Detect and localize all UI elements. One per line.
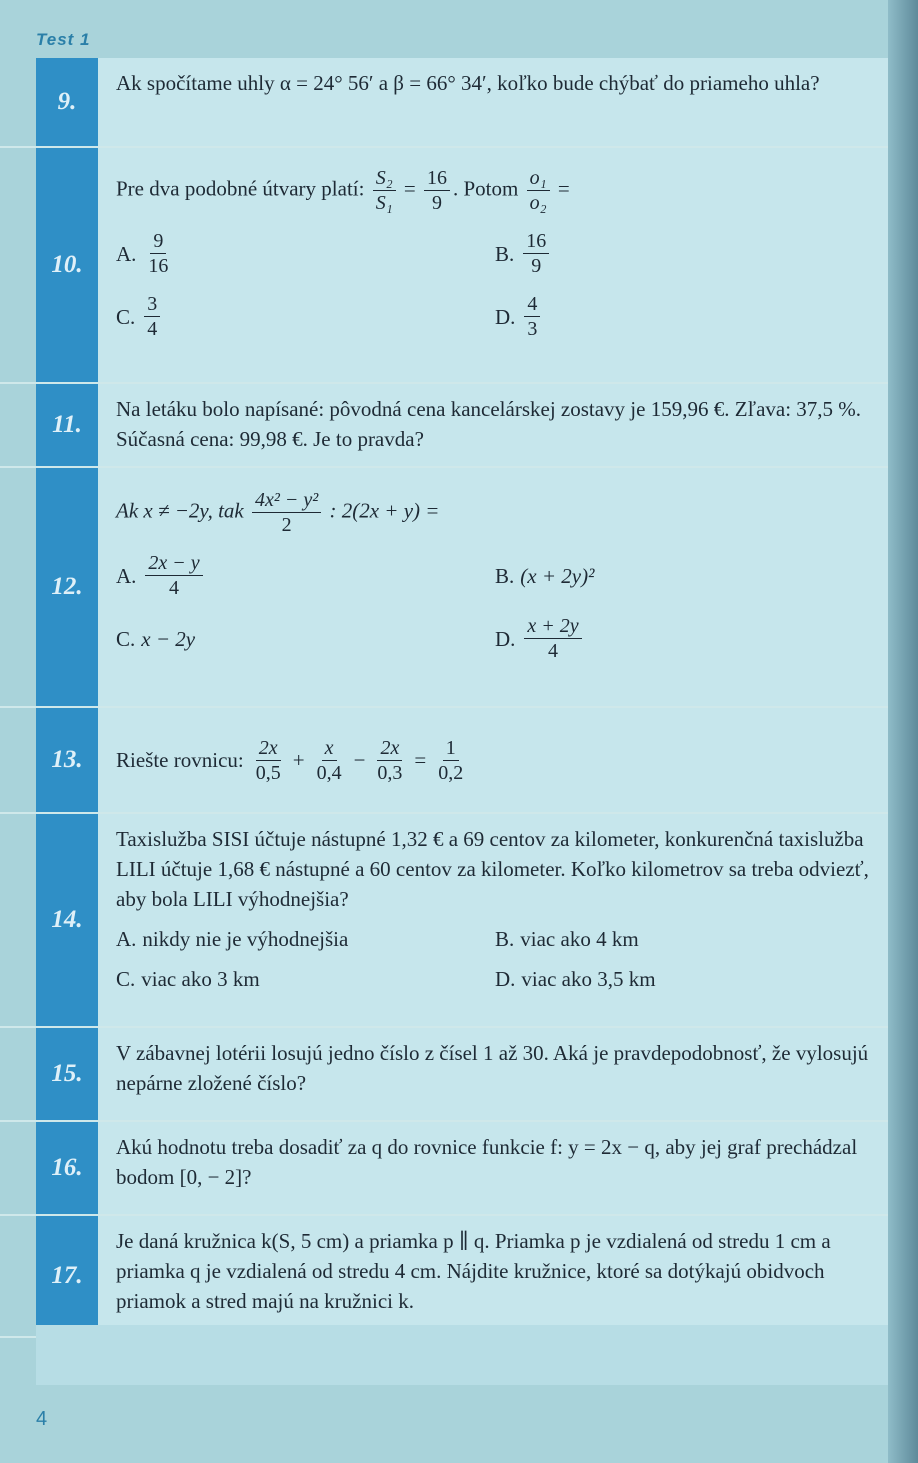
question-number: 9. (36, 58, 98, 146)
question-text: Akú hodnotu treba dosadiť za q do rovnice funkcie f: y = 2x − q, aby jej graf prechádzal bodom [0, − 2]? (98, 1122, 888, 1214)
blank-answer-area (36, 1325, 888, 1385)
option-d[interactable]: D. viac ako 3,5 km (495, 967, 656, 991)
fraction: $\frac{\text{o₁}}{\text{o₂}}$ (527, 166, 550, 215)
fraction: $\frac{16}{9}$ (424, 166, 450, 215)
question-body (98, 468, 888, 706)
option-b[interactable]: B. (x + 2y)² (495, 563, 595, 588)
option-c[interactable]: C. viac ako 3 km (116, 967, 260, 991)
question-number: 11. (36, 384, 98, 466)
option-d[interactable]: D. $\frac{x + 2y}{4}$ (495, 614, 874, 663)
question-12 (0, 468, 888, 708)
question-11 (0, 384, 888, 468)
question-prompt: Pre dva podobné útvary platí: $\frac{\text{S₂}}{\text{S₁}}$ = $\frac{16}{9}$ . Potom $\frac{\text{o₁}}{\text{o₂}}$ = (116, 167, 570, 214)
fraction: $\frac{2x}{0,5}$ (255, 736, 281, 784)
answer-options (116, 924, 874, 994)
question-body (98, 814, 888, 1026)
question-14 (0, 814, 888, 1028)
page-number: 4 (36, 1408, 48, 1430)
question-13 (0, 708, 888, 814)
question-list (0, 58, 888, 1338)
question-prompt: Ak x ≠ −2y, tak $\frac{\text{4x² − y²}}{2}$ : 2(2x + y) = (116, 489, 440, 536)
option-c[interactable]: C. x − 2y (116, 626, 196, 651)
question-text: Ak spočítame uhly α = 24° 56′ a β = 66° 34′, koľko bude chýbať do priameho uhla? (98, 58, 888, 146)
fraction: $\frac{\text{4x² − y²}}{2}$ (252, 488, 321, 537)
question-body: Riešte rovnicu: $\frac{2x}{0,5}$ + $\frac{x}{0,4}$ − $\frac{2x}{0,3}$ = $\frac{1}{0,2}$ (98, 708, 888, 812)
answer-options (116, 229, 874, 341)
question-number: 15. (36, 1028, 98, 1120)
question-17 (0, 1216, 888, 1338)
question-16 (0, 1122, 888, 1216)
question-number: 16. (36, 1122, 98, 1214)
question-10 (0, 148, 888, 384)
page-edge (888, 0, 918, 1463)
question-text: Je daná kružnica k(S, 5 cm) a priamka p ∥ q. Priamka p je vzdialená od stredu 1 cm a priamka q je vzdialená od stredu 4 cm. Nájdite kružnice, ktoré sa dotýkajú obidvoch priamok a stred majú na kružnici k. (98, 1216, 888, 1336)
option-b[interactable]: B. viac ako 4 km (495, 927, 639, 951)
fraction: $\frac{1}{0,2}$ (438, 736, 464, 784)
option-c[interactable]: C. $\frac{3}{4}$ (116, 292, 495, 341)
question-number: 10. (36, 148, 98, 382)
option-d[interactable]: D. $\frac{4}{3}$ (495, 292, 874, 341)
option-a[interactable]: A. $\frac{2x - y}{4}$ (116, 551, 495, 600)
fraction: $\frac{x}{0,4}$ (316, 736, 342, 784)
question-text: Taxislužba SISI účtuje nástupné 1,32 € a 69 centov za kilometer, konkurenčná taxislužba LILI účtuje 1,68 € nástupné a 60 centov za kilometer. Koľko kilometrov sa treba odviezť, aby bola LILI výhodnejšia? (116, 827, 869, 911)
question-number: 13. (36, 708, 98, 812)
option-b[interactable]: B. $\frac{16}{9}$ (495, 229, 874, 278)
question-number: 12. (36, 468, 98, 706)
question-text: Na letáku bolo napísané: pôvodná cena kancelárskej zostavy je 159,96 €. Zľava: 37,5 %. Súčasná cena: 99,98 €. Je to pravda? (98, 384, 888, 466)
fraction: $\frac{2x}{0,3}$ (377, 736, 403, 784)
question-text: V zábavnej lotérii losujú jedno číslo z čísel 1 až 30. Aká je pravdepodobnosť, že vylosujú nepárne zložené číslo? (98, 1028, 888, 1120)
answer-options (116, 551, 874, 663)
question-number: 17. (36, 1216, 98, 1336)
question-9 (0, 58, 888, 148)
test-header: Test 1 (36, 30, 91, 49)
question-number: 14. (36, 814, 98, 1026)
option-a[interactable]: A. $\frac{9}{16}$ (116, 230, 169, 277)
fraction: $\frac{\text{S₂}}{\text{S₁}}$ (373, 166, 396, 215)
question-15 (0, 1028, 888, 1122)
question-prompt: Riešte rovnicu: (116, 748, 244, 772)
option-a[interactable]: A. nikdy nie je výhodnejšia (116, 927, 349, 951)
question-body (98, 148, 888, 382)
